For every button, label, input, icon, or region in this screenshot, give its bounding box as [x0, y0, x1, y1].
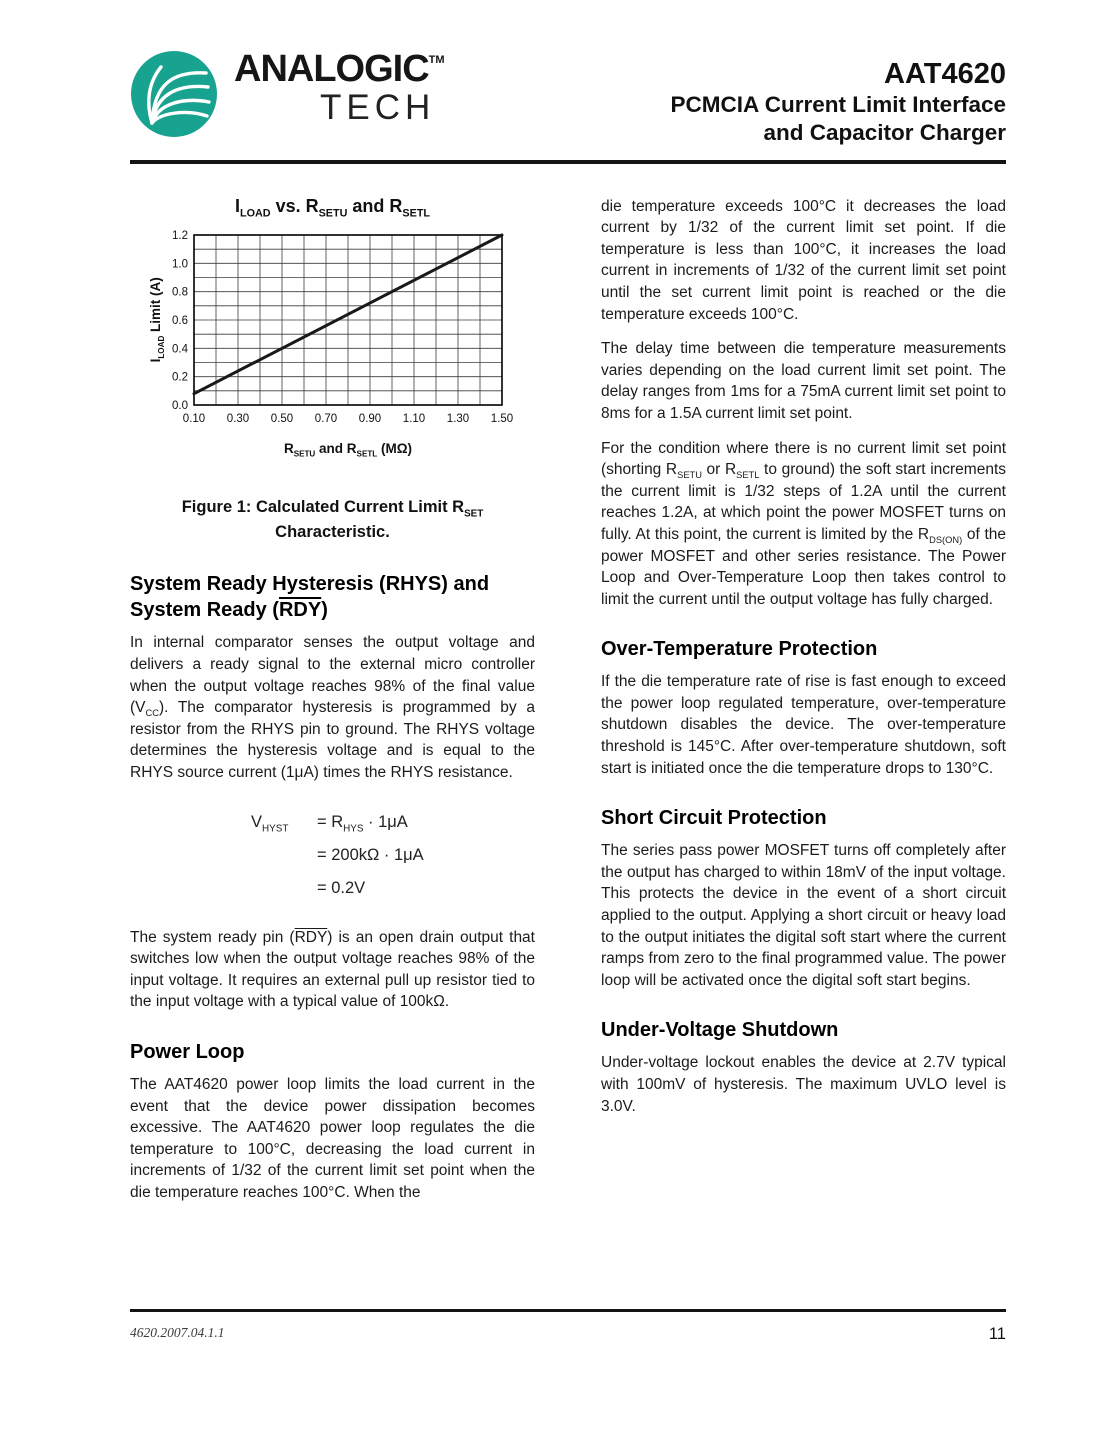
equation-line [251, 839, 535, 872]
svg-text:0.4: 0.4 [172, 343, 188, 356]
equation-rhs: = $R_{HYS} \cdot 1\mu A$ [317, 812, 408, 834]
heading-power-loop: Power Loop [130, 1040, 245, 1063]
svg-text:1.30: 1.30 [446, 413, 470, 426]
equation-line [251, 806, 535, 839]
doc-title-line1: PCMCIA Current Limit Interface [670, 92, 1006, 118]
document-titles [671, 50, 1006, 148]
heading-short-circuit-protection: Short Circuit Protection [601, 807, 827, 830]
svg-text:1.0: 1.0 [172, 258, 188, 271]
svg-text:0.90: 0.90 [358, 413, 382, 426]
equation-line [251, 872, 535, 905]
document-number: 4620.2007.04.1.1 [130, 1325, 225, 1340]
logo-wordmark [234, 50, 445, 125]
footer-rule [130, 1309, 1006, 1312]
left-column [130, 196, 535, 1217]
svg-text:1.2: 1.2 [172, 230, 188, 243]
svg-text:0.50: 0.50 [270, 413, 294, 426]
equation-rhs: = 0.2V [317, 878, 366, 897]
heading-system-ready-hysteresis: System Ready Hysteresis (RHYS) and System Ready (RDY) [130, 573, 490, 622]
svg-text:0.70: 0.70 [314, 413, 338, 426]
part-number: AAT4620 [884, 58, 1006, 90]
svg-text:0.6: 0.6 [172, 315, 188, 328]
equation-lhs: $V_{HYST}$ [251, 812, 289, 834]
page-number: 11 [988, 1325, 1006, 1343]
leaf-logo-icon [130, 50, 218, 138]
equation-rhs: = 200kΩ · 1μA [317, 845, 424, 864]
chart-plot [152, 229, 514, 429]
svg-text:0.8: 0.8 [172, 286, 188, 299]
page-content [130, 50, 1006, 1216]
paragraph: If the die temperature rate of rise is fast enough to exceed the power loop regulated temperature, over-temperature shutdown disables the device. The over-temperature threshold is 145°C. After over-temperature shutdown, soft start is initiated once the die temperature drops to 130°C. [601, 673, 1006, 777]
paragraph: For the condition where there is no current limit set point (shorting $R_{SETU}$ or $R_{SETL}$ to ground) the soft start increments the current limit is 1/32 steps of 1.2A until the current reaches 1.2A, at which point the power MOSFET turns on fully. At this point, the current is limited by the $R_{DS(ON)}$ of the power MOSFET and other series resistance. The Power Loop and Over-Temperature Loop then takes control to limit the current until the output voltage has fully charged. [601, 439, 1006, 608]
chart-y-axis-label: $I_{LOAD}$ Limit (A) [148, 277, 166, 363]
right-column [601, 196, 1006, 1217]
paragraph: The series pass power MOSFET turns off completely after the output has charged to within 18mV of the input voltage. This protects the device in the event of a short circuit applied to the output. Applying a short circuit or heavy load to the output initiates the digital soft start where the current ramps from zero to the final programmed value. The power loop will be activated once the digital soft start begins. [601, 842, 1006, 989]
doc-title-line2: and Capacitor Charger [763, 120, 1006, 146]
masthead [130, 50, 1006, 148]
trademark-symbol: TM [428, 54, 445, 66]
svg-text:0.2: 0.2 [172, 371, 188, 384]
header-rule [130, 160, 1006, 164]
heading-under-voltage-shutdown: Under-Voltage Shutdown [601, 1019, 839, 1042]
chart-plot-area [148, 229, 514, 436]
paragraph: die temperature exceeds 100°C it decreases the load current by 1/32 of the current limit set point. If die temperature is less than 100°C, it increases the load current in increments of 1/32 of the current limit set point until the set current limit point is reached or the die temperature exceeds 100°C. [601, 197, 1006, 323]
svg-text:1.10: 1.10 [402, 413, 426, 426]
paragraph: Under-voltage lockout enables the device at 2.7V typical with 100mV of hysteresis. The maximum UVLO level is 3.0V. [601, 1054, 1006, 1115]
chart-title: $I_{LOAD}$ vs. $R_{SETU}$ and $R_{SETL}$ [234, 195, 431, 220]
figure1-chart [130, 196, 535, 460]
svg-text:0.0: 0.0 [172, 400, 188, 413]
logo-analogic-text: ANALOGIC™ [234, 48, 445, 90]
paragraph: The AAT4620 power loop limits the load current in the event that the device power dissipation becomes excessive. The AAT4620 power loop regulates the die temperature to 100°C, decreasing the load current in increments of 1/32 of the current limit set point when the die temperature reaches 100°C. When the [130, 1075, 535, 1201]
svg-text:1.50: 1.50 [490, 413, 514, 426]
analogictech-logo [130, 50, 445, 138]
svg-text:0.10: 0.10 [182, 413, 206, 426]
figure1-caption: Figure 1: Calculated Current Limit $R_{SET}$ Characteristic. [181, 498, 484, 542]
heading-over-temperature-protection: Over-Temperature Protection [601, 638, 878, 661]
chart-x-axis-label: $R_{SETU}$ and $R_{SETL}$ (MΩ) [283, 440, 413, 459]
paragraph: The system ready pin $(\overline{RDY})$ is an open drain output that switches low when the output voltage reaches 98% of the input voltage. It requires an external pull up resistor tied to the input voltage with a typical value of 100kΩ. [130, 928, 535, 1011]
paragraph: In internal comparator senses the output voltage and delivers a ready signal to the external micro controller when the output voltage reaches 98% of the final value $(V_{CC})$. The comparator hysteresis is programmed by a resistor from the RHYS pin to ground. The RHYS voltage determines the hysteresis voltage and is equal to the RHYS source current (1μA) times the RHYS resistance. [130, 634, 535, 781]
svg-text:0.30: 0.30 [226, 413, 250, 426]
logo-tech-text: TECH [320, 88, 436, 127]
footer [130, 1325, 1006, 1344]
two-column-body [130, 196, 1006, 1217]
paragraph: The delay time between die temperature measurements varies depending on the load current limit set point. The delay ranges from 1ms for a 75mA current limit set point to 8ms for a 1.5A current limit set point. [601, 340, 1006, 422]
hysteresis-equation [251, 806, 535, 905]
